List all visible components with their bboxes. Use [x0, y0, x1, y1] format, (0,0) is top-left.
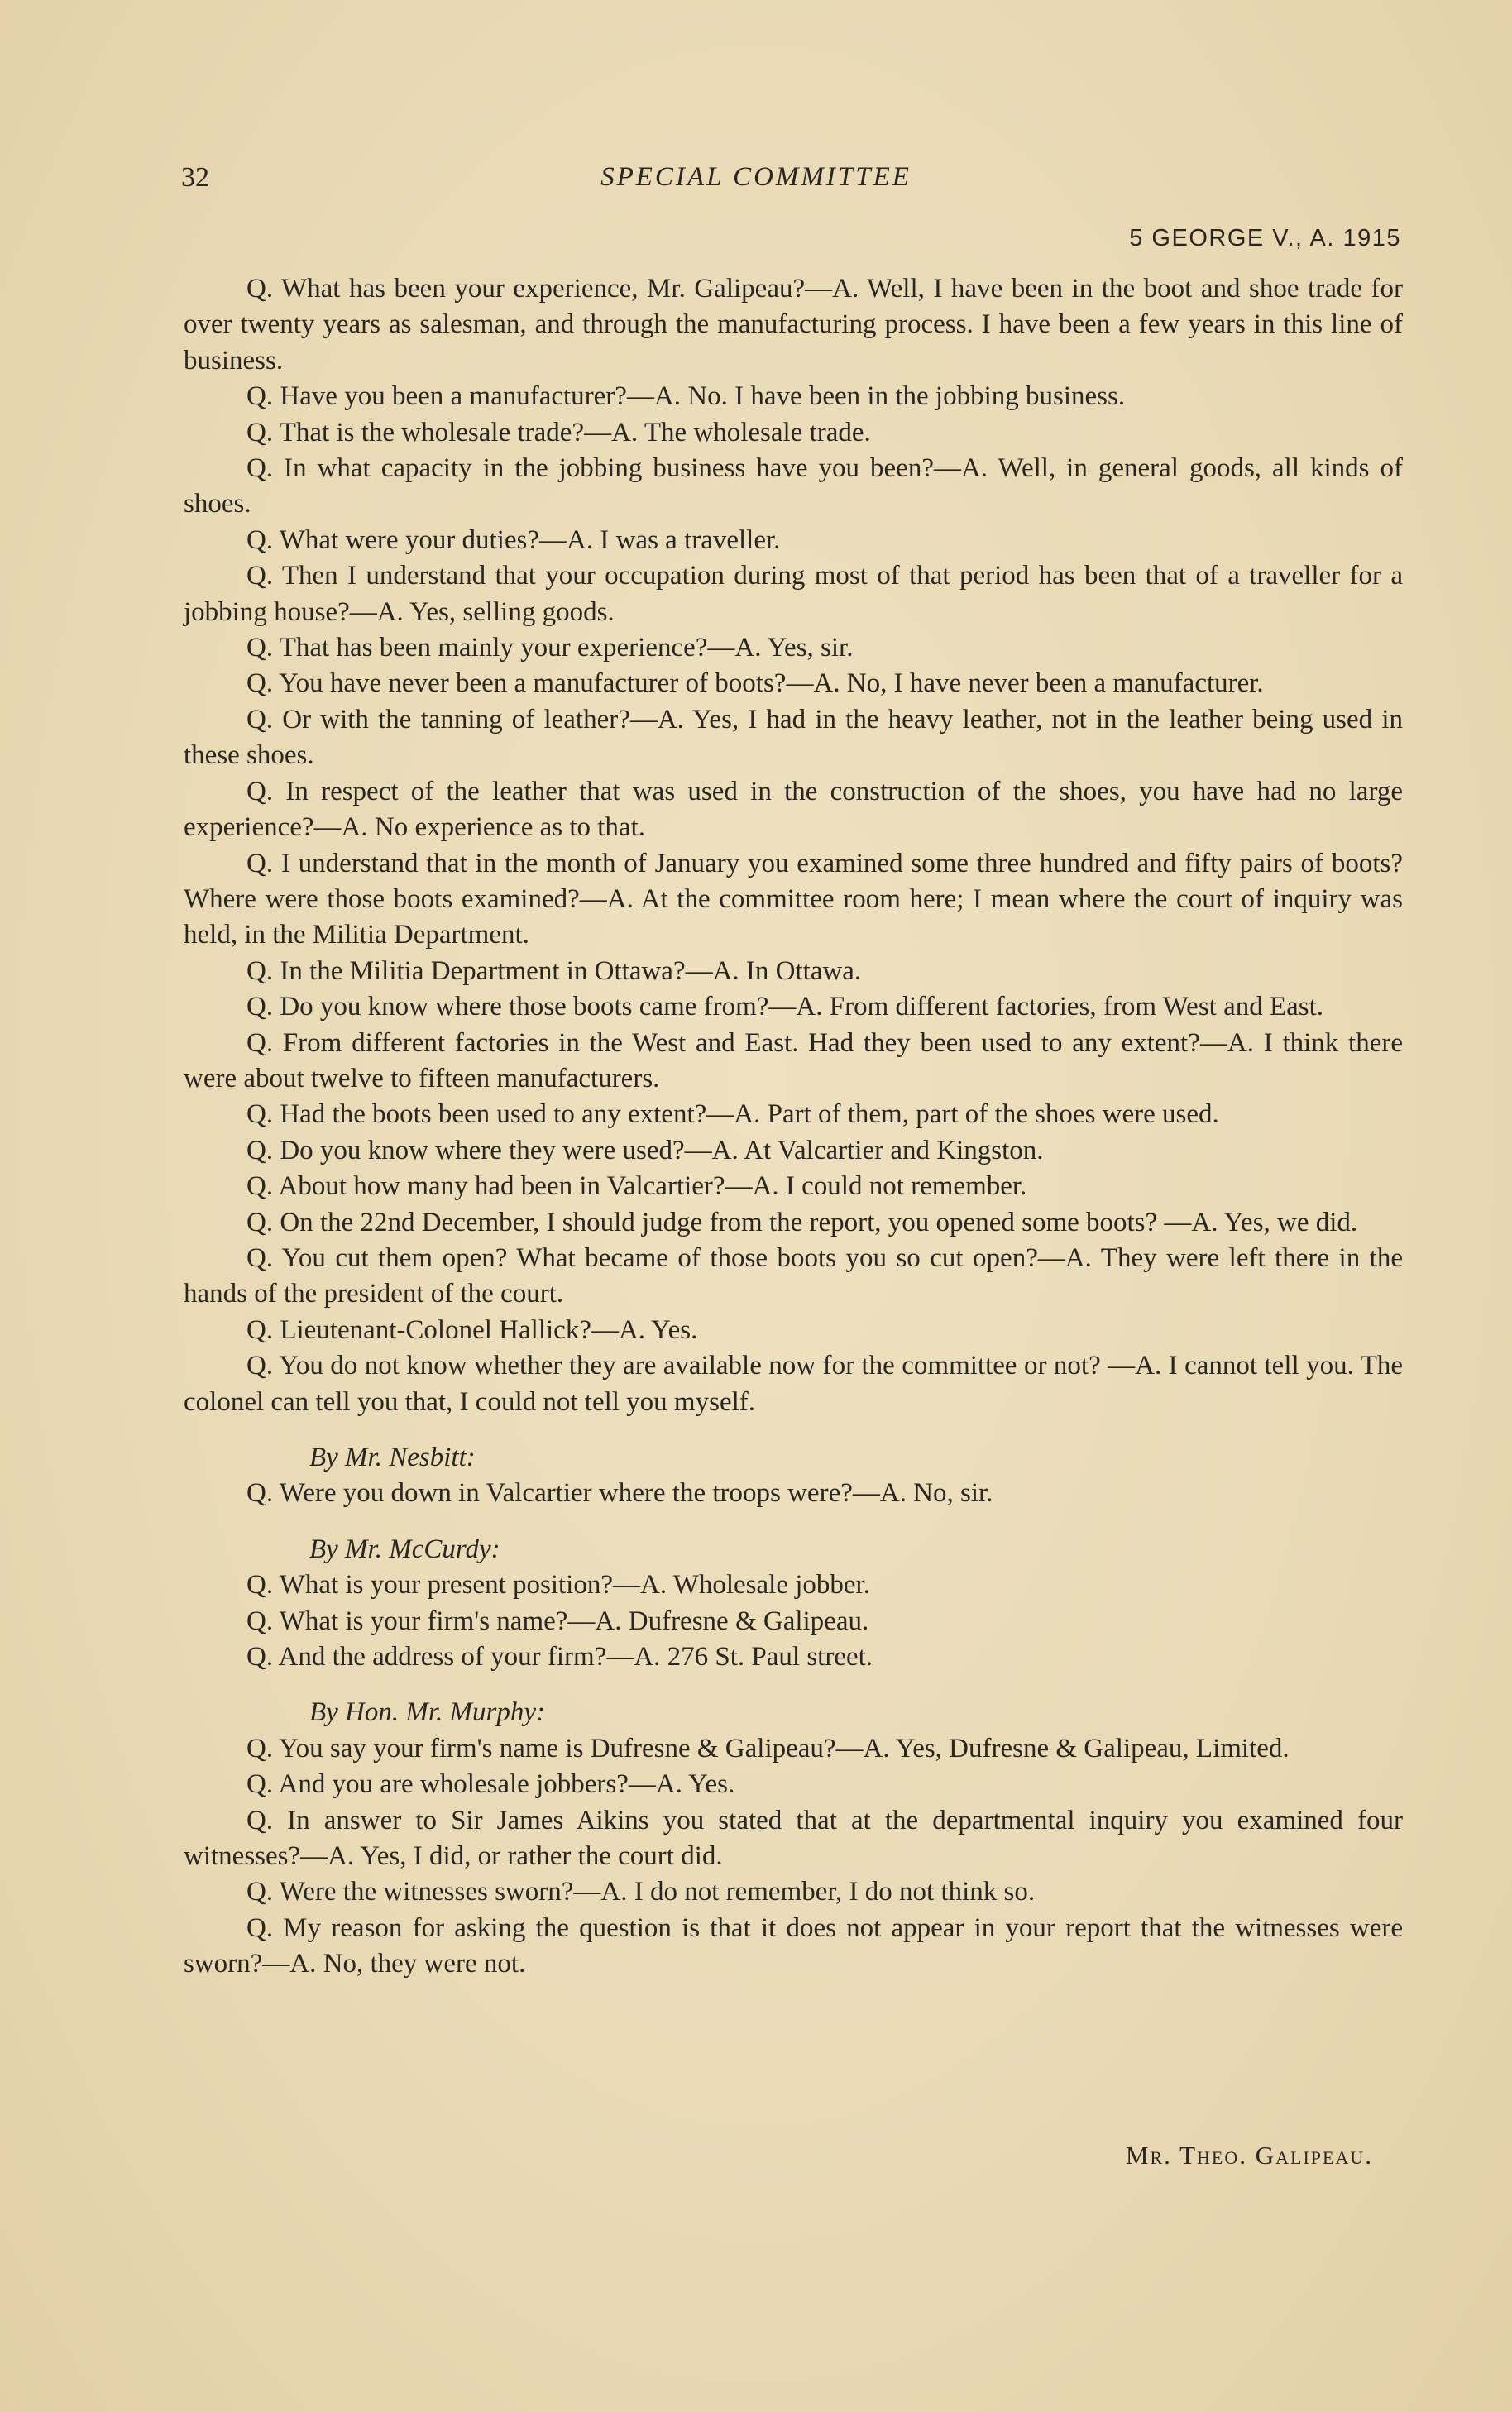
paragraph: Q. About how many had been in Valcartier?—A. I could not remember. — [246, 1171, 1027, 1202]
paragraph: Q. What has been your experience, Mr. Galipeau?—A. Well, I have been in the boot and shoe trade for over twenty years as salesman, and through the manufacturing process. I have been a few years in this line of business. — [184, 274, 1403, 376]
paragraph: Q. Had the boots been used to any extent?—A. Part of them, part of the shoes were used. — [246, 1099, 1219, 1130]
paragraph: Q. What is your firm's name?—A. Dufresne & Galipeau. — [246, 1606, 869, 1636]
paragraph: Q. I understand that in the month of January you examined some three hundred and fifty pairs of boots? Where were those boots examined?—A. At the committee room here; I mean where the court of inquiry was held, in the Militia Department. — [184, 848, 1403, 950]
paragraph: Q. Or with the tanning of leather?—A. Yes, I had in the heavy leather, not in the leather being used in these shoes. — [184, 704, 1403, 771]
paragraph: Q. Were you down in Valcartier where the troops were?—A. No, sir. — [246, 1478, 993, 1509]
paragraph: Q. Do you know where those boots came from?—A. From different factories, from West and East. — [246, 992, 1324, 1022]
paragraph: Q. And the address of your firm?—A. 276 St. Paul street. — [246, 1642, 873, 1673]
examiner-heading: By Mr. Nesbitt: — [309, 1443, 476, 1472]
running-title: SPECIAL COMMITTEE — [600, 162, 912, 192]
paragraph: Q. Have you been a manufacturer?—A. No. I have been in the jobbing business. — [246, 381, 1126, 412]
paragraph: Q. You cut them open? What became of those boots you so cut open?—A. They were left there in the hands of the president of the court. — [184, 1242, 1403, 1309]
paragraph: Q. You do not know whether they are available now for the committee or not? —A. I cannot tell you. The colonel can tell you that, I could not tell you myself. — [184, 1351, 1403, 1417]
paragraph: Q. That is the wholesale trade?—A. The wholesale trade. — [246, 417, 871, 447]
witness-signature: Mr. Theo. Galipeau. — [1125, 2141, 1373, 2170]
testimony-body — [184, 271, 1403, 1983]
paragraph: Q. On the 22nd December, I should judge from the report, you opened some boots? —A. Yes, we did. — [246, 1207, 1358, 1237]
paragraph: Q. In what capacity in the jobbing business have you been?—A. Well, in general goods, all kinds of shoes. — [184, 453, 1403, 519]
session-line: 5 GEORGE V., A. 1915 — [1129, 225, 1401, 251]
paragraph: Q. My reason for asking the question is that it does not appear in your report that the witnesses were sworn?—A. No, they were not. — [184, 1912, 1403, 1979]
paragraph: Q. In respect of the leather that was used in the construction of the shoes, you have had no large experience?—A. No experience as to that. — [184, 776, 1403, 843]
paragraph: Q. What is your present position?—A. Wholesale jobber. — [246, 1570, 870, 1601]
paragraph: Q. From different factories in the West and East. Had they been used to any extent?—A. I think there were about twelve to fifteen manufacturers. — [184, 1027, 1403, 1094]
paragraph: Q. Then I understand that your occupation during most of that period has been that of a traveller for a jobbing house?—A. Yes, selling goods. — [184, 561, 1403, 627]
paragraph: Q. What were your duties?—A. I was a traveller. — [246, 524, 781, 555]
paragraph: Q. You have never been a manufacturer of boots?—A. No, I have never been a manufacturer. — [246, 668, 1264, 699]
paragraph: Q. Do you know where they were used?—A. At Valcartier and Kingston. — [246, 1135, 1044, 1165]
paragraph: Q. And you are wholesale jobbers?—A. Yes. — [246, 1769, 735, 1800]
paragraph: Q. Were the witnesses sworn?—A. I do not remember, I do not think so. — [246, 1877, 1036, 1907]
paragraph: Q. Lieutenant-Colonel Hallick?—A. Yes. — [246, 1314, 698, 1345]
page-number: 32 — [181, 162, 209, 193]
examiner-heading: By Mr. McCurdy: — [309, 1534, 500, 1564]
paragraph: Q. In the Militia Department in Ottawa?—A. In Ottawa. — [246, 955, 862, 986]
paragraph: Q. You say your firm's name is Dufresne & Galipeau?—A. Yes, Dufresne & Galipeau, Limited. — [246, 1733, 1290, 1764]
paragraph: Q. In answer to Sir James Aikins you stated that at the departmental inquiry you examined four witnesses?—A. Yes, I did, or rather the court did. — [184, 1805, 1403, 1872]
paragraph: Q. That has been mainly your experience?—A. Yes, sir. — [246, 633, 854, 663]
examiner-heading: By Hon. Mr. Murphy: — [309, 1697, 546, 1728]
